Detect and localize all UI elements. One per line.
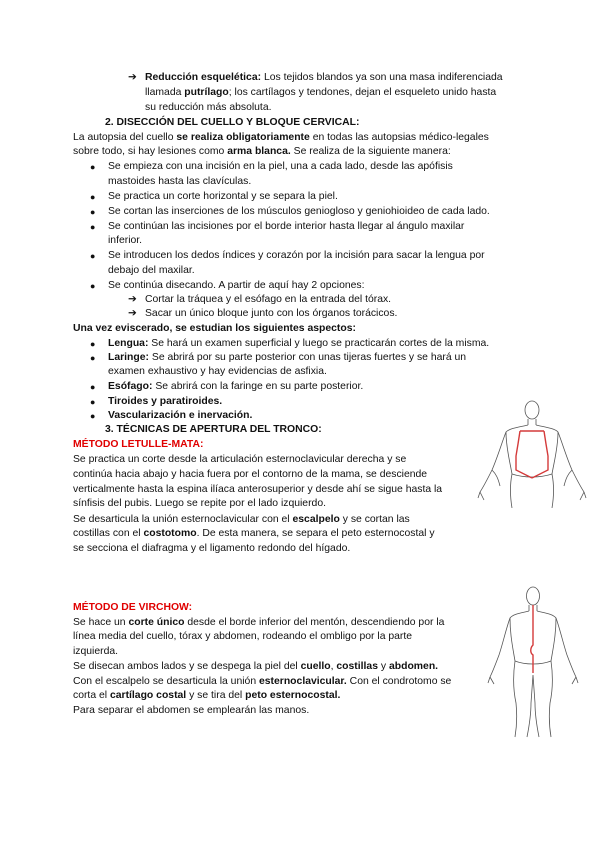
aspect-item: Tiroides y paratiroides. — [108, 396, 223, 407]
option-item: Cortar la tráquea y el esófago en la entrada del tórax. — [145, 294, 392, 305]
list-item: Se introducen los dedos índices y corazón por la incisión para sacar la lengua por — [108, 250, 485, 261]
bullet-icon: ● — [90, 339, 96, 349]
list-item: Se continúan las incisiones por el borde interior hasta llegar al ángulo maxilar — [108, 221, 465, 232]
list-item-cont: debajo del maxilar. — [108, 265, 195, 276]
arrow-icon: ➔ — [128, 294, 137, 305]
aspect-item: Lengua: Se hará un examen superficial y luego se practicarán cortes de la misma. — [108, 338, 490, 349]
virchow-line: corta el cartílago costal y se tira del peto esternocostal. — [73, 690, 341, 701]
bullet-icon: ● — [90, 192, 96, 202]
method-letulle-title: MÉTODO LETULLE-MATA: — [73, 439, 204, 450]
bullet-icon: ● — [90, 411, 96, 421]
incision-line — [531, 605, 533, 673]
list-item: Se cortan las inserciones de los músculos geniogloso y geniohioideo de cada lado. — [108, 206, 490, 217]
letulle-line: sínfisis del pubis. Luego se repite por el lado izquierdo. — [73, 498, 326, 509]
virchow-line: Con el escalpelo se desarticula la unión esternoclavicular. Con el condrotomo se — [73, 676, 452, 687]
bullet-icon: ● — [90, 397, 96, 407]
eviscerado-heading: Una vez eviscerado, se estudian los siguientes aspectos: — [73, 323, 356, 334]
bullet-icon: ● — [90, 281, 96, 291]
reduccion-line-1: Reducción esquelética: Los tejidos blandos ya son una masa indiferenciada — [145, 72, 503, 83]
list-item: Se continúa disecando. A partir de aquí hay 2 opciones: — [108, 280, 365, 291]
bullet-icon: ● — [90, 207, 96, 217]
list-item-cont: mastoides hasta las clavículas. — [108, 176, 252, 187]
sec2-intro-2: sobre todo, si hay lesiones como arma blanca. Se realiza de la siguiente manera: — [73, 146, 451, 157]
letulle-line: Se practica un corte desde la articulación esternoclavicular derecha y se — [73, 454, 407, 465]
reduccion-line-3: su reducción más absoluta. — [145, 102, 272, 113]
bullet-icon: ● — [90, 222, 96, 232]
virchow-line: línea media del cuello, tórax y abdomen, rodeando el ombligo por la parte — [73, 631, 413, 642]
letulle-line: verticalmente hasta la espina ilíaca anterosuperior y desde ahí se sigue hasta la — [73, 484, 443, 495]
section-3-heading: 3. TÉCNICAS DE APERTURA DEL TRONCO: — [105, 424, 322, 435]
bullet-icon: ● — [90, 353, 96, 363]
letulle-line: continúa hacia abajo y hacia fuera por el contorno de la mama, se desciende — [73, 469, 428, 480]
letulle-body-figure — [476, 398, 588, 508]
list-item: Se empieza con una incisión en la piel, una a cada lado, desde las apófisis — [108, 161, 453, 172]
aspect-item: Esófago: Se abrirá con la faringe en su parte posterior. — [108, 381, 364, 392]
method-virchow-title: MÉTODO DE VIRCHOW: — [73, 602, 193, 613]
incision-line — [516, 431, 548, 478]
bullet-icon: ● — [90, 251, 96, 261]
letulle-line: costillas con el costotomo. De esta manera, se separa el peto esternocostal y — [73, 528, 435, 539]
virchow-line: Para separar el abdomen se emplearán las manos. — [73, 705, 310, 716]
list-item: Se practica un corte horizontal y se separa la piel. — [108, 191, 338, 202]
aspect-item: Vascularización e inervación. — [108, 410, 253, 421]
arrow-icon: ➔ — [128, 308, 137, 319]
section-2-heading: 2. DISECCIÓN DEL CUELLO Y BLOQUE CERVICAL: — [105, 117, 360, 128]
aspect-item-cont: examen exhaustivo y hay evidencias de asfixia. — [108, 366, 327, 377]
option-item: Sacar un único bloque junto con los órganos torácicos. — [145, 308, 398, 319]
sec2-intro-1: La autopsia del cuello se realiza obligatoriamente en todas las autopsias médico-legales — [73, 132, 489, 143]
list-item-cont: inferior. — [108, 235, 143, 246]
letulle-line: Se desarticula la unión esternoclavicular con el escalpelo y se cortan las — [73, 514, 410, 525]
virchow-body-figure — [483, 585, 583, 740]
arrow-icon: ➔ — [128, 72, 137, 83]
bullet-icon: ● — [90, 382, 96, 392]
bullet-icon: ● — [90, 162, 96, 172]
letulle-line: se secciona el diafragma y el ligamento redondo del hígado. — [73, 543, 351, 554]
reduccion-line-2: llamada putrílago; los cartílagos y tendones, dejan el esqueleto unido hasta — [145, 87, 497, 98]
virchow-line: Se disecan ambos lados y se despega la piel del cuello, costillas y abdomen. — [73, 661, 439, 672]
aspect-item: Laringe: Se abrirá por su parte posterior con unas tijeras fuertes y se hará un — [108, 352, 467, 363]
virchow-line: Se hace un corte único desde el borde inferior del mentón, descendiendo por la — [73, 617, 445, 628]
virchow-line: izquierda. — [73, 646, 119, 657]
